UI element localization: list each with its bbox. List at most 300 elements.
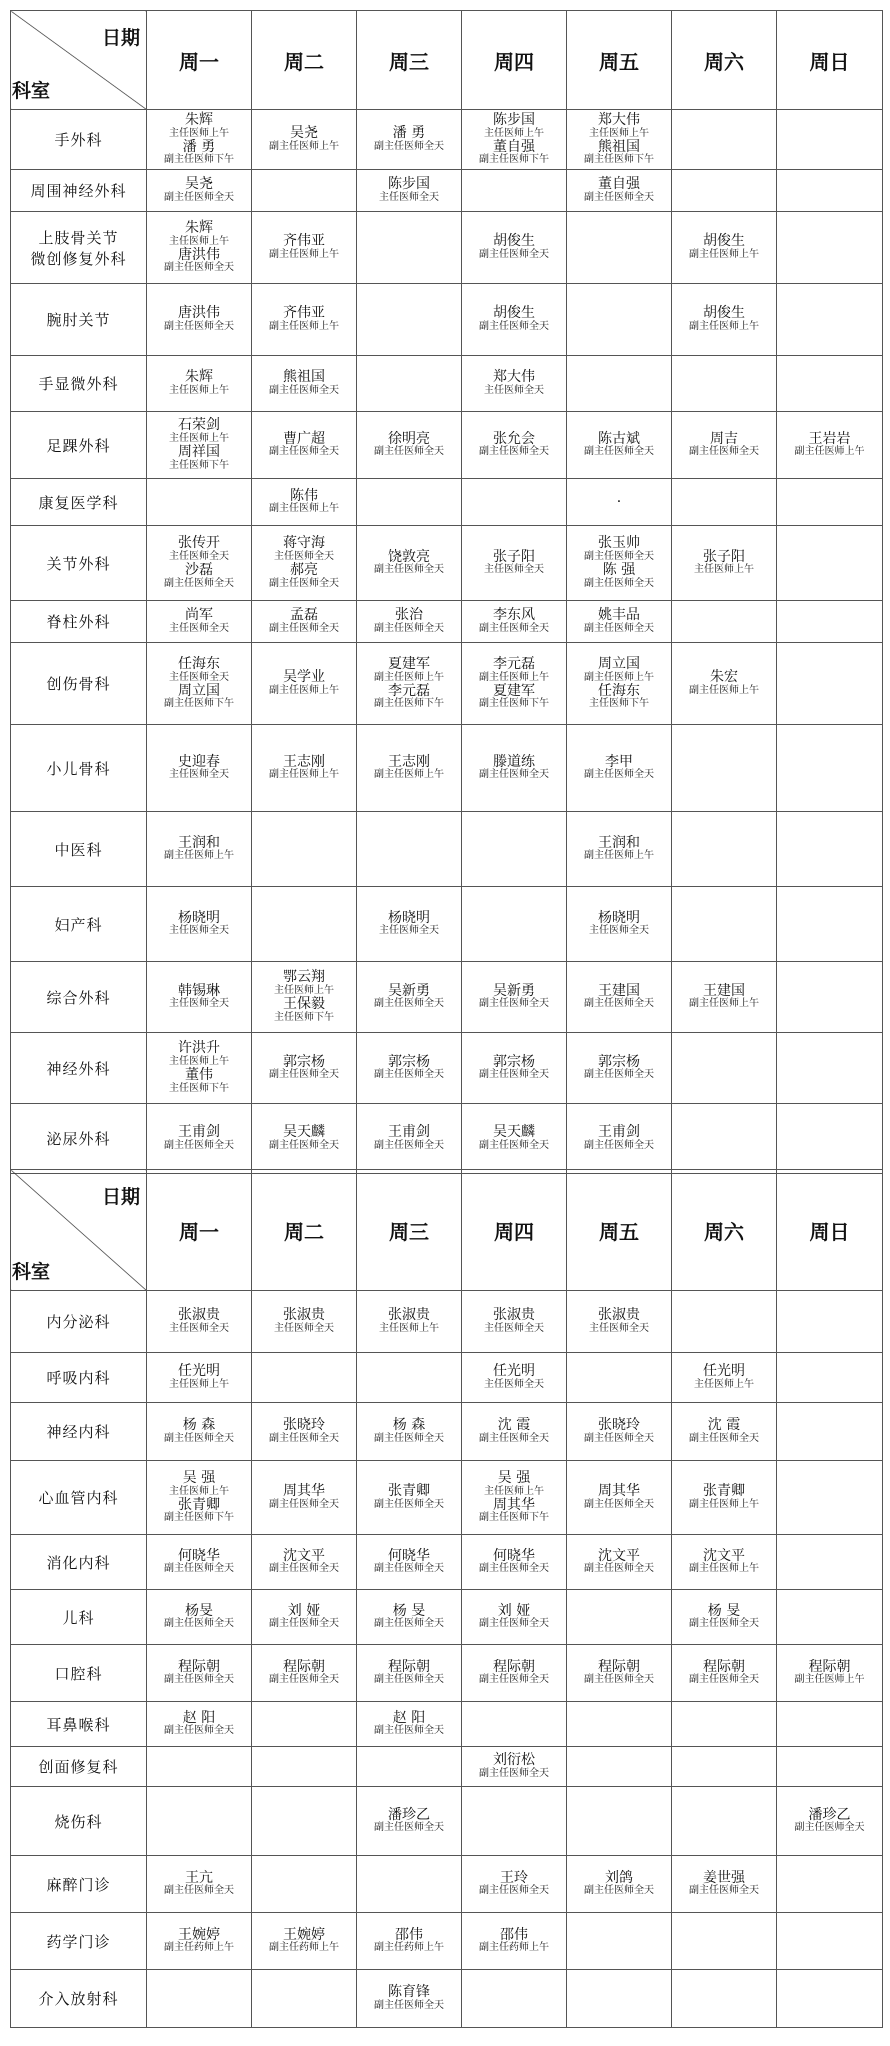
doctor-name: 史迎春 — [178, 753, 220, 770]
doctor-entry — [462, 1364, 566, 1391]
schedule-cell — [462, 170, 567, 212]
doctor-entry — [252, 234, 356, 261]
schedule-cell — [357, 1856, 462, 1913]
schedule-cell — [567, 412, 672, 479]
doctor-title-session: 主任医师上午 — [169, 384, 229, 396]
doctor-title-session: 主任医师上午 — [379, 1322, 439, 1334]
schedule-cell — [252, 1856, 357, 1913]
doctor-entry — [147, 1604, 251, 1631]
schedule-cell — [777, 356, 883, 412]
doctor-entry — [147, 911, 251, 938]
doctor-name: 周吉 — [710, 430, 738, 447]
schedule-cell — [567, 356, 672, 412]
doctor-name: 董伟 — [185, 1067, 213, 1083]
doctor-title-session: 副主任医师全天 — [584, 1498, 654, 1510]
schedule-cell — [777, 1291, 883, 1353]
doctor-name: 李东风 — [493, 607, 535, 624]
schedule-cell — [147, 284, 252, 356]
department-row — [11, 1856, 883, 1913]
schedule-cell — [357, 1747, 462, 1787]
schedule-cell — [462, 1702, 567, 1747]
doctor-name: 周立国 — [598, 655, 640, 672]
doctor-name: 杨 森 — [392, 1417, 426, 1434]
doctor-entry — [252, 370, 356, 397]
doctor-title-session: 副主任医师全天 — [164, 262, 234, 274]
schedule-cell — [357, 212, 462, 284]
doctor-entry — [672, 1364, 776, 1391]
department-name: 手显微外科 — [11, 356, 147, 412]
schedule-cell — [252, 1403, 357, 1461]
doctor-name: 胡俊生 — [703, 305, 745, 322]
doctor-entry — [567, 1418, 671, 1445]
weekday-header: 周四 — [462, 11, 567, 110]
schedule-cell — [147, 725, 252, 812]
doctor-title-session: 副主任医师全天 — [269, 622, 339, 634]
schedule-cell — [567, 1970, 672, 2028]
department-row — [11, 110, 883, 170]
schedule-cell — [567, 1033, 672, 1104]
schedule-cell — [672, 526, 777, 601]
department-row — [11, 284, 883, 356]
doctor-name: 赵 阳 — [182, 1709, 216, 1726]
schedule-cell — [357, 1913, 462, 1970]
schedule-cell — [147, 212, 252, 284]
department-row — [11, 212, 883, 284]
department-name: 中医科 — [11, 812, 147, 887]
doctor-name: 胡俊生 — [493, 305, 535, 322]
schedule-cell — [147, 962, 252, 1033]
doctor-name: 吴天麟 — [283, 1124, 325, 1141]
doctor-title-session: 副主任医师全天 — [374, 1822, 444, 1834]
doctor-entry — [147, 445, 251, 472]
schedule-cell — [672, 1353, 777, 1403]
doctor-name: 程际朝 — [283, 1658, 325, 1675]
doctor-name: 孟磊 — [290, 607, 318, 624]
doctor-title-session: 主任医师全天 — [169, 1322, 229, 1334]
doctor-title-session: 副主任医师上午 — [584, 850, 654, 862]
doctor-name: 任光明 — [178, 1363, 220, 1380]
doctor-entry — [147, 563, 251, 590]
doctor-name: · — [616, 493, 622, 510]
doctor-title-session: 副主任医师上午 — [794, 446, 865, 458]
doctor-title-session: 副主任医师全天 — [479, 248, 549, 260]
doctor-name: 刘衍松 — [493, 1752, 535, 1769]
doctor-title-session: 主任医师下午 — [169, 1082, 229, 1094]
schedule-cell — [462, 1461, 567, 1535]
doctor-entry — [357, 1418, 461, 1445]
doctor-title-session: 副主任医师上午 — [479, 671, 549, 683]
schedule-cell — [777, 1033, 883, 1104]
doctor-title-session: 副主任医师全天 — [374, 1498, 444, 1510]
schedule-cell — [462, 1535, 567, 1590]
doctor-title-session: 副主任医师全天 — [269, 1498, 339, 1510]
schedule-cell — [462, 601, 567, 643]
department-row — [11, 725, 883, 812]
doctor-entry — [567, 140, 671, 167]
doctor-title-session: 副主任医师全天 — [164, 577, 234, 589]
schedule-cell — [777, 643, 883, 725]
schedule-cell — [567, 1590, 672, 1645]
doctor-name: 郑大伟 — [598, 111, 640, 128]
doctor-name: 陈育锋 — [388, 1984, 430, 2001]
doctor-entry — [252, 1660, 356, 1687]
doctor-name: 韩锡琳 — [178, 982, 220, 999]
doctor-entry — [462, 1549, 566, 1576]
schedule-cell — [357, 1291, 462, 1353]
doctor-title-session: 副主任医师全天 — [269, 1069, 339, 1081]
corner-header-cell — [11, 11, 147, 110]
doctor-entry — [147, 113, 251, 140]
schedule-cell — [462, 412, 567, 479]
department-row — [11, 479, 883, 526]
schedule-cell — [567, 284, 672, 356]
doctor-title-session: 副主任药师上午 — [269, 1942, 339, 1954]
doctor-entry — [567, 1125, 671, 1152]
schedule-cell — [672, 643, 777, 725]
doctor-name: 齐伟亚 — [283, 305, 325, 322]
schedule-cell — [147, 1702, 252, 1747]
doctor-name: 杨晓明 — [178, 909, 220, 926]
department-name: 周围神经外科 — [11, 170, 147, 212]
schedule-cell — [777, 1913, 883, 1970]
doctor-name: 陈步国 — [388, 176, 430, 193]
weekday-header: 周五 — [567, 11, 672, 110]
doctor-entry — [147, 1418, 251, 1445]
doctor-name: 程际朝 — [388, 1658, 430, 1675]
department-axis-label: 科室 — [12, 80, 51, 102]
doctor-title-session: 副主任医师全天 — [269, 1674, 339, 1686]
doctor-entry — [147, 370, 251, 397]
schedule-cell — [357, 601, 462, 643]
schedule-cell — [357, 643, 462, 725]
schedule-cell — [777, 1353, 883, 1403]
doctor-title-session: 主任医师上午 — [694, 1378, 754, 1390]
doctor-entry — [147, 1125, 251, 1152]
doctor-entry — [357, 1308, 461, 1335]
doctor-title-session: 副主任医师全天 — [584, 551, 654, 562]
doctor-entry — [147, 221, 251, 248]
doctor-entry — [357, 657, 461, 684]
schedule-cell — [777, 725, 883, 812]
doctor-title-session: 副主任医师全天 — [164, 1563, 234, 1575]
doctor-entry — [357, 1985, 461, 2012]
doctor-title-session: 副主任医师全天 — [689, 1674, 759, 1686]
doctor-title-session: 副主任医师全天 — [479, 998, 549, 1010]
doctor-entry — [672, 670, 776, 697]
doctor-name: 沈 霞 — [497, 1417, 531, 1434]
doctor-title-session: 副主任医师全天 — [584, 1139, 654, 1151]
doctor-entry — [462, 657, 566, 684]
schedule-cell — [672, 1590, 777, 1645]
schedule-cell — [147, 601, 252, 643]
doctor-entry — [462, 1753, 566, 1780]
schedule-cell — [672, 1787, 777, 1856]
doctor-entry — [252, 536, 356, 563]
schedule-cell — [672, 1747, 777, 1787]
doctor-title-session: 主任医师全天 — [274, 1322, 334, 1334]
doctor-name: 周其华 — [283, 1483, 325, 1500]
schedule-cell — [147, 1104, 252, 1174]
doctor-title-session: 主任医师全天 — [169, 925, 229, 937]
doctor-name: 吴学业 — [283, 669, 325, 686]
department-name: 创面修复科 — [11, 1747, 147, 1787]
schedule-cell — [567, 1702, 672, 1747]
doctor-title-session: 主任医师全天 — [484, 564, 544, 576]
schedule-cell — [777, 812, 883, 887]
doctor-title-session: 主任医师全天 — [169, 671, 229, 683]
doctor-name: 董自强 — [493, 138, 535, 155]
doctor-name: 王岩岩 — [808, 430, 851, 447]
doctor-entry — [147, 306, 251, 333]
doctor-title-session: 副主任医师全天 — [164, 1618, 234, 1630]
doctor-entry — [357, 1808, 461, 1835]
schedule-cell — [567, 725, 672, 812]
doctor-title-session: 副主任医师上午 — [269, 248, 339, 260]
schedule-cell — [357, 1970, 462, 2028]
doctor-title-session: 主任医师上午 — [589, 127, 649, 139]
doctor-entry — [567, 432, 671, 459]
schedule-cell — [147, 1970, 252, 2028]
schedule-cell — [777, 479, 883, 526]
schedule-cell — [357, 110, 462, 170]
doctor-name: 邵伟 — [395, 1926, 423, 1943]
doctor-title-session: 主任医师上午 — [274, 985, 334, 996]
doctor-title-session: 主任医师下午 — [274, 1011, 334, 1023]
doctor-title-session: 主任医师全天 — [169, 998, 229, 1010]
doctor-title-session: 副主任医师上午 — [689, 998, 759, 1010]
department-name: 内分泌科 — [11, 1291, 147, 1353]
schedule-cell — [672, 962, 777, 1033]
doctor-entry — [147, 1364, 251, 1391]
doctor-entry — [567, 495, 671, 510]
doctor-name: 沈文平 — [283, 1547, 325, 1564]
doctor-title-session: 副主任医师上午 — [269, 320, 339, 332]
doctor-entry — [567, 1055, 671, 1082]
doctor-title-session: 副主任医师上午 — [269, 503, 339, 515]
department-row — [11, 1104, 883, 1174]
schedule-cell — [777, 1856, 883, 1913]
doctor-name: 胡俊生 — [493, 233, 535, 250]
schedule-cell — [462, 1970, 567, 2028]
doctor-name: 郑大伟 — [493, 369, 535, 386]
schedule-cell — [147, 887, 252, 962]
doctor-title-session: 副主任医师全天 — [584, 1432, 654, 1444]
department-name: 神经外科 — [11, 1033, 147, 1104]
doctor-name: 王志刚 — [283, 753, 325, 770]
doctor-entry — [147, 1549, 251, 1576]
doctor-title-session: 副主任医师全天 — [584, 1563, 654, 1575]
doctor-name: 张淑贵 — [178, 1307, 220, 1324]
doctor-entry — [252, 432, 356, 459]
schedule-cell — [567, 170, 672, 212]
doctor-name: 何晓华 — [178, 1547, 220, 1564]
doctor-name: 王润和 — [178, 834, 220, 851]
schedule-cell — [462, 887, 567, 962]
schedule-cell — [672, 1970, 777, 2028]
doctor-title-session: 副主任医师全天 — [584, 1885, 654, 1897]
weekday-header: 周日 — [777, 11, 883, 110]
schedule-cell — [252, 1535, 357, 1590]
doctor-title-session: 主任医师上午 — [169, 235, 229, 247]
doctor-entry — [147, 1471, 251, 1498]
doctor-entry — [672, 1418, 776, 1445]
doctor-entry — [147, 418, 251, 445]
doctor-title-session: 主任医师上午 — [694, 564, 754, 576]
department-row — [11, 1291, 883, 1353]
schedule-cell — [777, 962, 883, 1033]
doctor-name: 鄂云翔 — [283, 969, 325, 986]
schedule-cell — [252, 1590, 357, 1645]
schedule-cell — [357, 412, 462, 479]
schedule-cell — [147, 170, 252, 212]
doctor-name: 唐洪伟 — [178, 305, 220, 322]
doctor-entry — [462, 1871, 566, 1898]
schedule-cell — [777, 1702, 883, 1747]
doctor-name: 王亢 — [185, 1869, 213, 1886]
schedule-cell — [672, 170, 777, 212]
doctor-name: 张治 — [395, 607, 423, 624]
doctor-name: 王志刚 — [388, 753, 430, 770]
doctor-name: 熊祖国 — [283, 369, 325, 386]
schedule-cell — [252, 284, 357, 356]
schedule-cell — [567, 1645, 672, 1702]
schedule-cell — [462, 1403, 567, 1461]
doctor-title-session: 副主任医师全天 — [584, 577, 654, 589]
doctor-entry — [567, 984, 671, 1011]
doctor-entry — [252, 1055, 356, 1082]
weekday-header: 周三 — [357, 11, 462, 110]
doctor-title-session: 副主任医师全天 — [269, 384, 339, 396]
schedule-cell — [147, 110, 252, 170]
doctor-name: 杨晓明 — [388, 909, 430, 926]
doctor-name: 王婉婷 — [283, 1926, 325, 1943]
date-axis-label: 日期 — [101, 27, 140, 49]
doctor-entry — [462, 1471, 566, 1498]
doctor-title-session: 副主任医师全天 — [479, 1432, 549, 1444]
doctor-title-session: 副主任医师全天 — [479, 1618, 549, 1630]
doctor-name: 任海东 — [598, 682, 640, 699]
doctor-entry — [462, 608, 566, 635]
department-row — [11, 1590, 883, 1645]
doctor-name: 张青卿 — [388, 1483, 430, 1500]
schedule-cell — [462, 356, 567, 412]
schedule-cell — [252, 1291, 357, 1353]
weekday-header: 周四 — [462, 1170, 567, 1291]
schedule-cell — [252, 170, 357, 212]
department-row — [11, 1535, 883, 1590]
schedule-cell — [777, 1461, 883, 1535]
doctor-title-session: 副主任医师上午 — [689, 1563, 759, 1575]
schedule-cell — [672, 1461, 777, 1535]
doctor-name: 吴新勇 — [493, 982, 535, 999]
schedule-cell — [567, 1291, 672, 1353]
doctor-name: 陈古斌 — [598, 430, 640, 447]
doctor-entry — [462, 684, 566, 711]
department-name: 药学门诊 — [11, 1913, 147, 1970]
schedule-cell — [252, 1461, 357, 1535]
doctor-title-session: 主任医师全天 — [379, 191, 439, 203]
doctor-title-session: 副主任医师全天 — [584, 998, 654, 1010]
schedule-cell — [777, 1535, 883, 1590]
schedule-cell — [252, 110, 357, 170]
doctor-entry — [147, 1498, 251, 1525]
department-row — [11, 526, 883, 601]
doctor-title-session: 主任医师全天 — [484, 1378, 544, 1390]
department-row — [11, 1787, 883, 1856]
doctor-entry — [462, 1660, 566, 1687]
doctor-entry — [147, 1308, 251, 1335]
doctor-entry — [567, 684, 671, 711]
doctor-entry — [147, 1711, 251, 1738]
doctor-entry — [357, 911, 461, 938]
schedule-cell — [777, 1970, 883, 2028]
date-axis-label: 日期 — [101, 1186, 140, 1208]
doctor-title-session: 副主任医师全天 — [584, 622, 654, 634]
doctor-entry — [252, 1125, 356, 1152]
doctor-name: 任光明 — [493, 1363, 535, 1380]
doctor-name: 郭宗杨 — [598, 1053, 640, 1070]
schedule-cell — [357, 1702, 462, 1747]
schedule-cell — [672, 284, 777, 356]
schedule-cell — [672, 110, 777, 170]
doctor-title-session: 副主任医师下午 — [164, 154, 234, 166]
doctor-title-session: 副主任医师上午 — [374, 671, 444, 683]
doctor-name: 刘鸽 — [605, 1869, 633, 1886]
doctor-title-session: 副主任医师全天 — [479, 1563, 549, 1575]
doctor-title-session: 主任医师上午 — [484, 1485, 544, 1497]
department-row — [11, 1970, 883, 2028]
schedule-cell — [567, 887, 672, 962]
doctor-name: 何晓华 — [388, 1547, 430, 1564]
doctor-entry — [147, 140, 251, 167]
doctor-name: 周祥国 — [178, 444, 220, 460]
department-name: 腕肘关节 — [11, 284, 147, 356]
doctor-entry — [357, 1055, 461, 1082]
doctor-name: 沈 霞 — [707, 1417, 741, 1434]
weekday-header: 周六 — [672, 1170, 777, 1291]
schedule-table-1 — [10, 10, 883, 1174]
doctor-entry — [462, 1418, 566, 1445]
doctor-name: 曹广超 — [283, 430, 325, 447]
doctor-title-session: 副主任医师全天 — [374, 140, 444, 152]
schedule-cell — [672, 1403, 777, 1461]
doctor-entry — [252, 1484, 356, 1511]
doctor-entry — [357, 1604, 461, 1631]
doctor-entry — [357, 1125, 461, 1152]
doctor-name: 陈 强 — [602, 562, 636, 578]
schedule-cell — [672, 1645, 777, 1702]
schedule-cell — [147, 1590, 252, 1645]
doctor-name: 姜世强 — [703, 1869, 745, 1886]
doctor-title-session: 主任医师全天 — [169, 622, 229, 634]
department-name: 手外科 — [11, 110, 147, 170]
doctor-name: 王建国 — [598, 982, 640, 999]
header-row — [11, 1170, 883, 1291]
doctor-title-session: 副主任医师全天 — [794, 1822, 865, 1834]
doctor-name: 张淑贵 — [598, 1307, 640, 1324]
doctor-name: 赵 阳 — [392, 1709, 426, 1726]
doctor-name: 张青卿 — [178, 1496, 220, 1513]
schedule-cell — [672, 356, 777, 412]
doctor-entry — [357, 1928, 461, 1955]
schedule-cell — [147, 1033, 252, 1104]
doctor-title-session: 副主任医师全天 — [479, 1069, 549, 1081]
schedule-cell — [147, 1645, 252, 1702]
doctor-title-session: 主任医师全天 — [589, 925, 649, 937]
schedule-cell — [567, 212, 672, 284]
schedule-cell — [462, 212, 567, 284]
doctor-title-session: 副主任药师上午 — [164, 1942, 234, 1954]
